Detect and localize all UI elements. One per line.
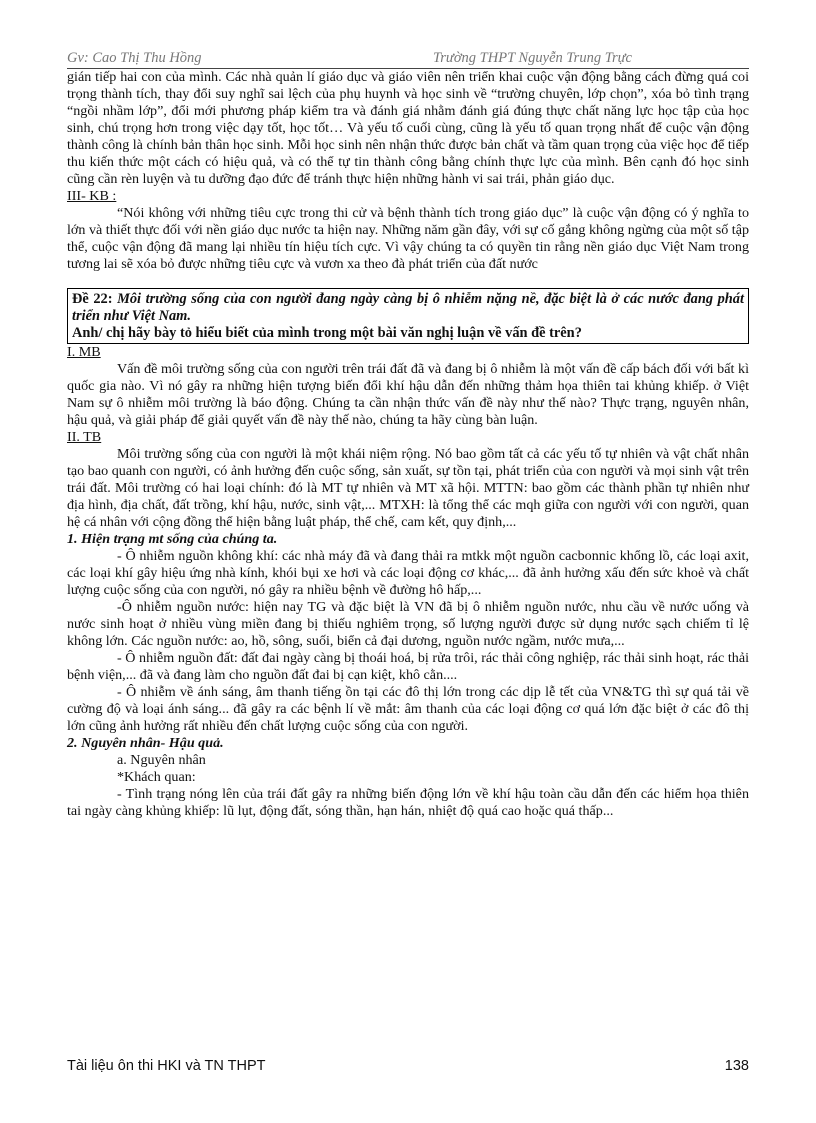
paragraph-water-pollution: -Ô nhiễm nguồn nước: hiện nay TG và đặc biệt là VN đã bị ô nhiễm nguồn nước, nhu cầu về nước uống và nước sinh hoạt ở nhiều vùng miền đang bị thiếu nghiêm trọng, số lượng người được sử dụng nước sạch chiếm tỉ lệ không lớn. Các nguồn nước: ao, hồ, sông, suối, biển cả đại dương, nguồn nước ngầm, nước mưa,... xyxy=(67,599,749,649)
heading-section-2: 2. Nguyên nhân- Hậu quả. xyxy=(67,735,224,751)
heading-causes: a. Nguyên nhân xyxy=(117,752,206,768)
page-number: 138 xyxy=(724,1058,749,1074)
header-author: Gv: Cao Thị Thu Hồng xyxy=(67,50,202,66)
essay-prompt-title xyxy=(72,291,744,325)
paragraph-kb: “Nói không với những tiêu cực trong thi cử và bệnh thành tích trong giáo dục” là cuộc vận động có ý nghĩa to lớn và thiết thực đối với nền giáo dục nước ta hiện nay. Những năm gần đây, với sự cố gắng không ngừng của một số tập thể, cuộc vận động đã mang lại nhiều tín hiệu tích cực. Vì vậy chúng ta có quyền tin rằng nền giáo dục Việt Nam trong tương lai sẽ xóa bỏ được những tiêu cực và vươn xa theo đà phát triển của đất nước xyxy=(67,205,749,272)
heading-tb: II. TB xyxy=(67,429,102,445)
prompt-label: Đề 22: xyxy=(72,291,113,307)
paragraph-soil-pollution: - Ô nhiễm nguồn đất: đất đai ngày càng bị thoái hoá, bị rửa trôi, rác thải công nghiệp, rác thải sinh hoạt, rác thải bệnh viện,... đã và đang làm cho nguồn đất đai bị cạn kiệt, khô cằn.... xyxy=(67,650,749,683)
paragraph-intro: gián tiếp hai con của mình. Các nhà quản lí giáo dục và giáo viên nên triển khai cuộc vận động bằng cách đừng quá coi trọng thành tích, thay đổi suy nghĩ sai lệch của phụ huynh và học sinh về “trường chuyên, lớp chọn”, xóa bỏ tình trạng “ngồi nhầm lớp”, đổi mới phương pháp kiểm tra và đánh giá nhằm đánh giá đúng thực chất năng lực học tập của học sinh, chú trọng hơn trong việc dạy tốt, học tốt… Và yếu tố cuối cùng, cũng là yếu tố quan trọng nhất để cuộc vận động thành công là chính bản thân học sinh. Mỗi học sinh nên nhận thức được bản chất và tầm quan trọng của việc học để tiếp thu kiến thức một cách có hiệu quả, và có thể tự tin thành công bằng chính thực lực của mình. Bên cạnh đó học sinh cũng cần rèn luyện và tu dưỡng đạo đức để tránh thực hiện những hành vi sai trái, phản giáo dục. xyxy=(67,69,749,187)
prompt-topic: Môi trường sống của con người đang ngày càng bị ô nhiễm nặng nề, đặc biệt là ở các nước đang phát triển như Việt Nam. xyxy=(72,291,744,324)
paragraph-air-pollution: - Ô nhiễm nguồn không khí: các nhà máy đã và đang thải ra mtkk một nguồn cacbonnic khổng lồ, các loại axit, các loại khí gây hiệu ứng nhà kính, khói bụi xe hơi và các loại động cơ khác,... đã ảnh hưởng xấu đến sức khoẻ và chất lượng cuộc sống của con người, nó gây ra nhiều bệnh về đường hô hấp,... xyxy=(67,548,749,598)
essay-prompt-box xyxy=(67,288,749,344)
paragraph-light-noise-pollution: - Ô nhiễm về ánh sáng, âm thanh tiếng ồn tại các đô thị lớn trong các dịp lễ tết của VN&TG thì sự quá tải về cường độ và loại ánh sáng... đã gây ra các bệnh lí về mắt: âm thanh của các loại động cơ quá lớn đặc biệt ở các đô thị lớn cũng ảnh hưởng rất nhiều đến chất lượng cuộc sống của con người. xyxy=(67,684,749,734)
paragraph-tb: Môi trường sống của con người là một khái niệm rộng. Nó bao gồm tất cả các yếu tố tự nhiên và vật chất nhân tạo bao quanh con người, có ảnh hưởng đến cuộc sống, sản xuất, sự tồn tại, phát triển của con người và mọi sinh vật trên trái đất. Môi trường có hai loại chính: đó là MT tự nhiên và MT xã hội. MTTN: bao gồm các thành phần tự nhiên như địa hình, địa chất, đất trồng, khí hậu, nước, sinh vật,... MTXH: là tổng thể các mqh giữa con người với con người, quan hệ cá nhân với cộng đồng thể hiện bằng luật pháp, thể chế, cam kết, quy định,... xyxy=(67,446,749,530)
heading-objective: *Khách quan: xyxy=(117,769,196,785)
paragraph-global-warming: - Tình trạng nóng lên của trái đất gây ra những biến động lớn về khí hậu toàn cầu dẫn đến các hiểm họa thiên tai ngày càng khủng khiếp: lũ lụt, động đất, sóng thần, hạn hán, nhiệt độ quá cao hoặc quá thấp... xyxy=(67,786,749,819)
footer-doc-title: Tài liệu ôn thi HKI và TN THPT xyxy=(67,1058,266,1074)
heading-section-1: 1. Hiện trạng mt sống của chúng ta. xyxy=(67,531,278,547)
document-body xyxy=(67,69,749,820)
heading-kb: III- KB : xyxy=(67,188,117,204)
header-school: Trường THPT Nguyễn Trung Trực xyxy=(433,50,632,66)
prompt-task: Anh/ chị hãy bày tỏ hiểu biết của mình trong một bài văn nghị luận về vấn đề trên? xyxy=(72,325,582,341)
heading-mb: I. MB xyxy=(67,344,101,360)
paragraph-mb: Vấn đề môi trường sống của con người trên trái đất đã và đang bị ô nhiễm là một vấn đề cấp bách đối với bất kì quốc gia nào. Vì nó gây ra những hiện tượng biến đổi khí hậu dẫn đến những thảm họa thiên tai khủng khiếp. ở Việt Nam sự ô nhiễm môi trường là báo động. Chúng ta cần nhận thức vấn đề này như thế nào? Thực trạng, nguyên nhân, hậu quả, và giải pháp để giải quyết vấn đề này thế nào, chúng ta hãy cùng bàn luận. xyxy=(67,361,749,428)
page-header xyxy=(67,50,749,69)
